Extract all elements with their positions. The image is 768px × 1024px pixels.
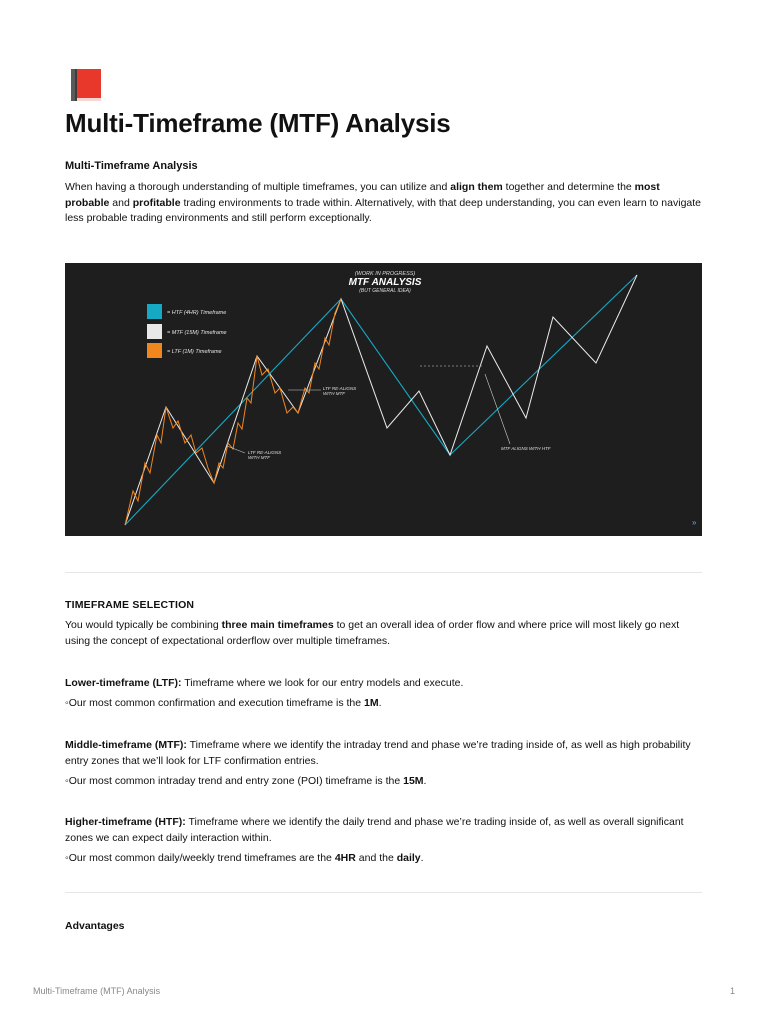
- figure-sub-note: (BUT GENERAL IDEA): [359, 288, 411, 294]
- legend-swatch-ltf: [147, 343, 162, 358]
- section-divider-1: [65, 572, 702, 573]
- emphasis-most-probable: most probable: [65, 181, 660, 209]
- htf-label: Higher-timeframe (HTF):: [65, 816, 186, 828]
- ltf-definition: Lower-timeframe (LTF): Timeframe where we look for our entry models and execute.: [65, 677, 464, 689]
- figure-top-note: (WORK IN PROGRESS): [354, 271, 416, 277]
- annotation-ltf-realign-upper-1: LTF RE-ALIGNS: [323, 386, 357, 391]
- ltf-bullet: ◦Our most common confirmation and execution timeframe is the 1M.: [65, 697, 382, 709]
- htf-bullet: ◦Our most common daily/weekly trend timeframes are the 4HR and the daily.: [65, 852, 424, 864]
- mtf-label: Middle-timeframe (MTF):: [65, 739, 187, 751]
- annotation-ltf-realign-lower-2: WITH MTF: [248, 455, 270, 460]
- advantages-heading: Advantages: [65, 920, 125, 932]
- figure-title: MTF ANALYSIS: [348, 277, 422, 288]
- intro-heading: Multi-Timeframe Analysis: [65, 160, 198, 172]
- annotation-ltf-realign-lower-1: LTF RE-ALIGNS: [248, 450, 282, 455]
- section-divider-2: [65, 892, 702, 893]
- intro-paragraph: When having a thorough understanding of multiple timeframes, you can utilize and align them together and determine the most probable and profitable trading environments to trade within. Alternatively, with that deep understanding, you can even learn to navigate less probable trading environments and still perform exceptionally.: [65, 181, 702, 224]
- legend-label-ltf: = LTF (1M) Timeframe: [167, 349, 222, 355]
- annotation-ltf-realign-upper-2: WITH MTF: [323, 391, 345, 396]
- ltf-label: Lower-timeframe (LTF):: [65, 677, 182, 689]
- mtf-bullet: ◦Our most common intraday trend and entry zone (POI) timeframe is the 15M.: [65, 775, 427, 787]
- legend: [147, 304, 227, 358]
- legend-label-mtf: = MTF (15M) Timeframe: [167, 330, 227, 336]
- htf-definition: Higher-timeframe (HTF): Timeframe where we identify the daily trend and phase we’re trading inside of, as well as overall significant zones we can expect daily interaction within.: [65, 816, 684, 844]
- mtf-analysis-figure: [65, 263, 702, 536]
- mtf-definition: Middle-timeframe (MTF): Timeframe where we identify the intraday trend and phase we’re trading inside of, as well as high probability entry zones that we’ll look for LTF confirmation entries.: [65, 739, 691, 767]
- pointer-mtf: [485, 374, 510, 444]
- emphasis-three-main-timeframes: three main timeframes: [221, 619, 334, 631]
- pointer-lower: [227, 446, 245, 453]
- legend-swatch-htf: [147, 304, 162, 319]
- mtf-diagram: [65, 263, 702, 536]
- timeframe-heading: TIMEFRAME SELECTION: [65, 599, 195, 611]
- ltf-line-1: [125, 356, 298, 525]
- annotation-mtf-aligns: MTF ALIGNS WITH HTF: [501, 446, 551, 451]
- legend-swatch-mtf: [147, 324, 162, 339]
- timeframe-intro: You would typically be combining three main timeframes to get an overall idea of order flow and where price will most likely go next using the concept of expectational orderflow over multiple timeframes.: [65, 619, 680, 647]
- emphasis-profitable: profitable: [132, 196, 181, 209]
- footer-page-number: 1: [729, 986, 735, 996]
- legend-label-htf: = HTF (4HR) Timeframe: [167, 310, 227, 316]
- emphasis-align-them: align them: [450, 181, 503, 193]
- footer-document-title: Multi-Timeframe (MTF) Analysis: [33, 986, 161, 996]
- page-title: Multi-Timeframe (MTF) Analysis: [65, 108, 451, 138]
- corner-glyph-icon: »: [692, 518, 697, 527]
- book-icon: [70, 68, 102, 102]
